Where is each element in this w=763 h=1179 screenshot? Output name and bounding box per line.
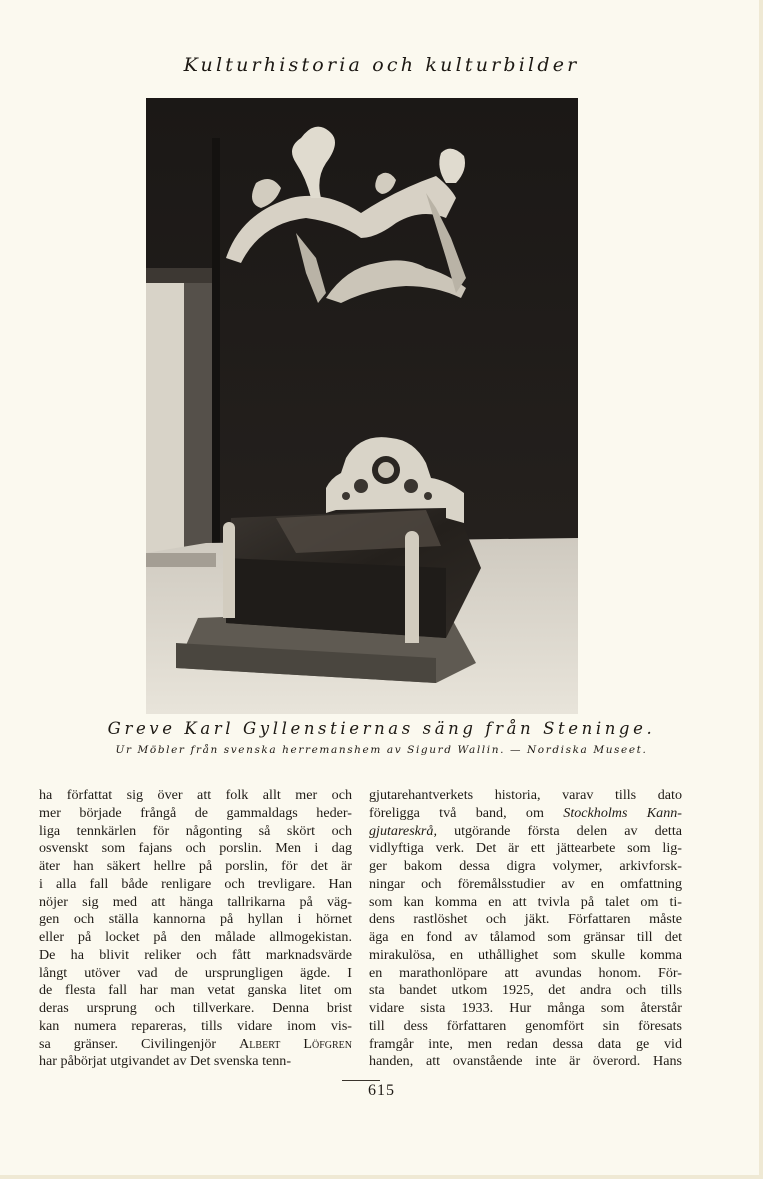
text-line: ha författat sig över att folk allt mer och [39,787,352,803]
figure-source: Ur Möbler från svenska herremanshem av Sigurd Wallin. — Nordiska Museet. [115,744,648,756]
text-line: eller på locket på den målade allmogekistan. [39,929,352,945]
text-line: äga en fond av tålamod som gränsar till det [369,929,682,945]
text-fragment: utgörande första delen av detta [454,822,682,839]
text-line: framgår inte, men redan dessa data ge vid [369,1035,682,1052]
text-line: mirakulösa, en uthållighet som skulle komma [369,946,682,963]
text-line: till dess författaren genomfört sin föresats [369,1017,682,1034]
text-line [369,823,682,841]
text-column-right [369,787,682,1071]
bed-photograph [146,98,578,714]
text-line: äter han säkert hellre på porslin, för det är [39,858,352,874]
text-line: i alla fall både renligare och trevligare. Han [39,875,352,892]
page-number: 615 [368,1082,395,1099]
text-line: vidare sista 1933. Hur många som återstår [369,1000,682,1016]
text-line: som kan komma en att tvivla på talet om ti- [369,893,682,910]
text-line: vidlyftiga verk. Det är ett jättearbete som lig- [369,840,682,857]
book-title: gjutareskrå, [369,822,437,839]
text-line: deras ursprung och tillverkare. Denna brist [39,1000,352,1016]
text-line: nöjer sig med att hänga tallrikarna på väg- [39,893,352,910]
text-line: sta bandet utkom 1925, det andra och tills [369,982,682,999]
text-line: gen och ställa kannorna på hyllan i hörnet [39,911,352,928]
text-line: ger bakom dessa digra volymer, arkivforsk- [369,858,682,874]
text-line: liga tennkärlen för någonting så skört och [39,822,352,839]
text-line: de flesta fall har man vetat ganska litet om [39,982,352,999]
figure-caption: Greve Karl Gyllenstiernas säng från Steninge. [107,719,656,738]
text-line: har påbörjat utgivandet av Det svenska tenn- [39,1053,292,1070]
text-line: kan numera repareras, tills vidare inom vis- [39,1017,352,1034]
text-line: osvenskt som fajans och porslin. Men i dag [39,840,352,857]
text-fragment: sa gränser. Civilingenjör [39,1035,217,1052]
text-line: handen, att ovanstående inte är överord. Hans [369,1053,682,1070]
text-line [369,805,682,823]
folio-rule [342,1080,380,1081]
text-fragment: föreligga två band, om [369,804,544,821]
book-title: Stockholms Kann- [563,804,683,821]
running-title: Kulturhistoria och kulturbilder [183,54,580,76]
text-line [39,1036,352,1054]
author-name: Albert Löfgren [239,1035,352,1052]
text-line: mer började frångå de gammaldags heder- [39,804,352,821]
text-line: en marathonlöpare att avundas honom. För- [369,964,682,981]
text-line: De ha blivit reliker och fått marknadsvärde [39,946,352,963]
text-line: dens rastlöshet och jäkt. Författaren måste [369,911,682,928]
text-line: långt utöver vad de ursprungligen ägde. I [39,964,352,981]
text-line: gjutarehantverkets historia, varav tills dato [369,787,682,803]
text-column-left [39,787,352,1071]
text-line: ningar och föremålsstudier av en omfattning [369,875,682,892]
